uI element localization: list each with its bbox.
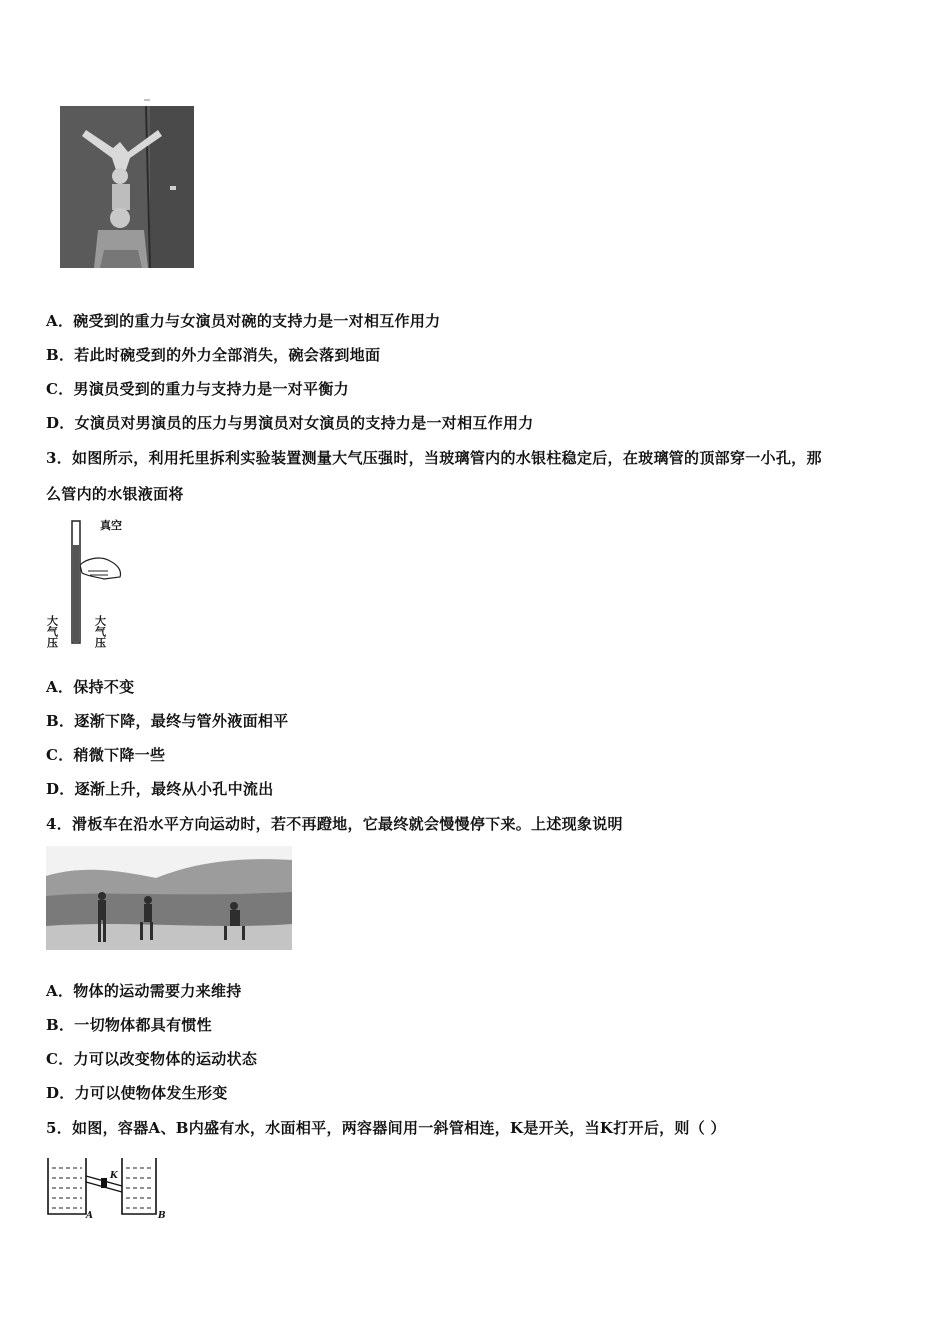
acrobat-photo [58,100,198,272]
q2-option-c: C．男演员受到的重力与支持力是一对平衡力 [46,380,349,398]
q2-option-d: D．女演员对男演员的压力与男演员对女演员的支持力是一对相互作用力 [46,414,534,432]
q3-option-b: B．逐渐下降，最终与管外液面相平 [46,712,289,730]
torricelli-figure [45,515,132,648]
q3-stem-line1: 3．如图所示，利用托里拆利实验装置测量大气压强时，当玻璃管内的水银柱稳定后，在玻璃管的顶部穿一小孔，那 [46,449,822,467]
q4-option-c: C．力可以改变物体的运动状态 [46,1050,258,1068]
switch-k-label: K [110,1171,118,1181]
q3-option-c: C．稍微下降一些 [46,746,166,764]
atm-label-right: 大气压 [93,615,107,648]
q4-option-d: D．力可以使物体发生形变 [46,1084,228,1102]
container-b-label: B [158,1211,166,1221]
scooter-photo [46,846,292,950]
q3-option-d: D．逐渐上升，最终从小孔中流出 [46,780,274,798]
q3-stem-line2: 么管内的水银液面将 [46,485,184,503]
q4-option-b: B．一切物体都具有惯性 [46,1016,212,1034]
q2-option-b: B．若此时碗受到的外力全部消失，碗会落到地面 [46,346,381,364]
q2-option-a: A．碗受到的重力与女演员对碗的支持力是一对相互作用力 [46,312,441,330]
q3-option-a: A．保持不变 [46,678,135,696]
q4-option-a: A．物体的运动需要力来维持 [46,982,242,1000]
container-a-label: A [86,1211,93,1221]
atm-label-left: 大气压 [45,615,59,648]
q4-stem: 4．滑板车在沿水平方向运动时，若不再蹬地，它最终就会慢慢停下来。上述现象说明 [46,815,623,833]
q5-stem: 5．如图，容器A、B内盛有水，水面相平，两容器间用一斜管相连，K是开关，当K打开后，则（ ） [46,1119,726,1137]
containers-figure [46,1150,168,1220]
vacuum-label-top: 真空 [100,519,122,532]
